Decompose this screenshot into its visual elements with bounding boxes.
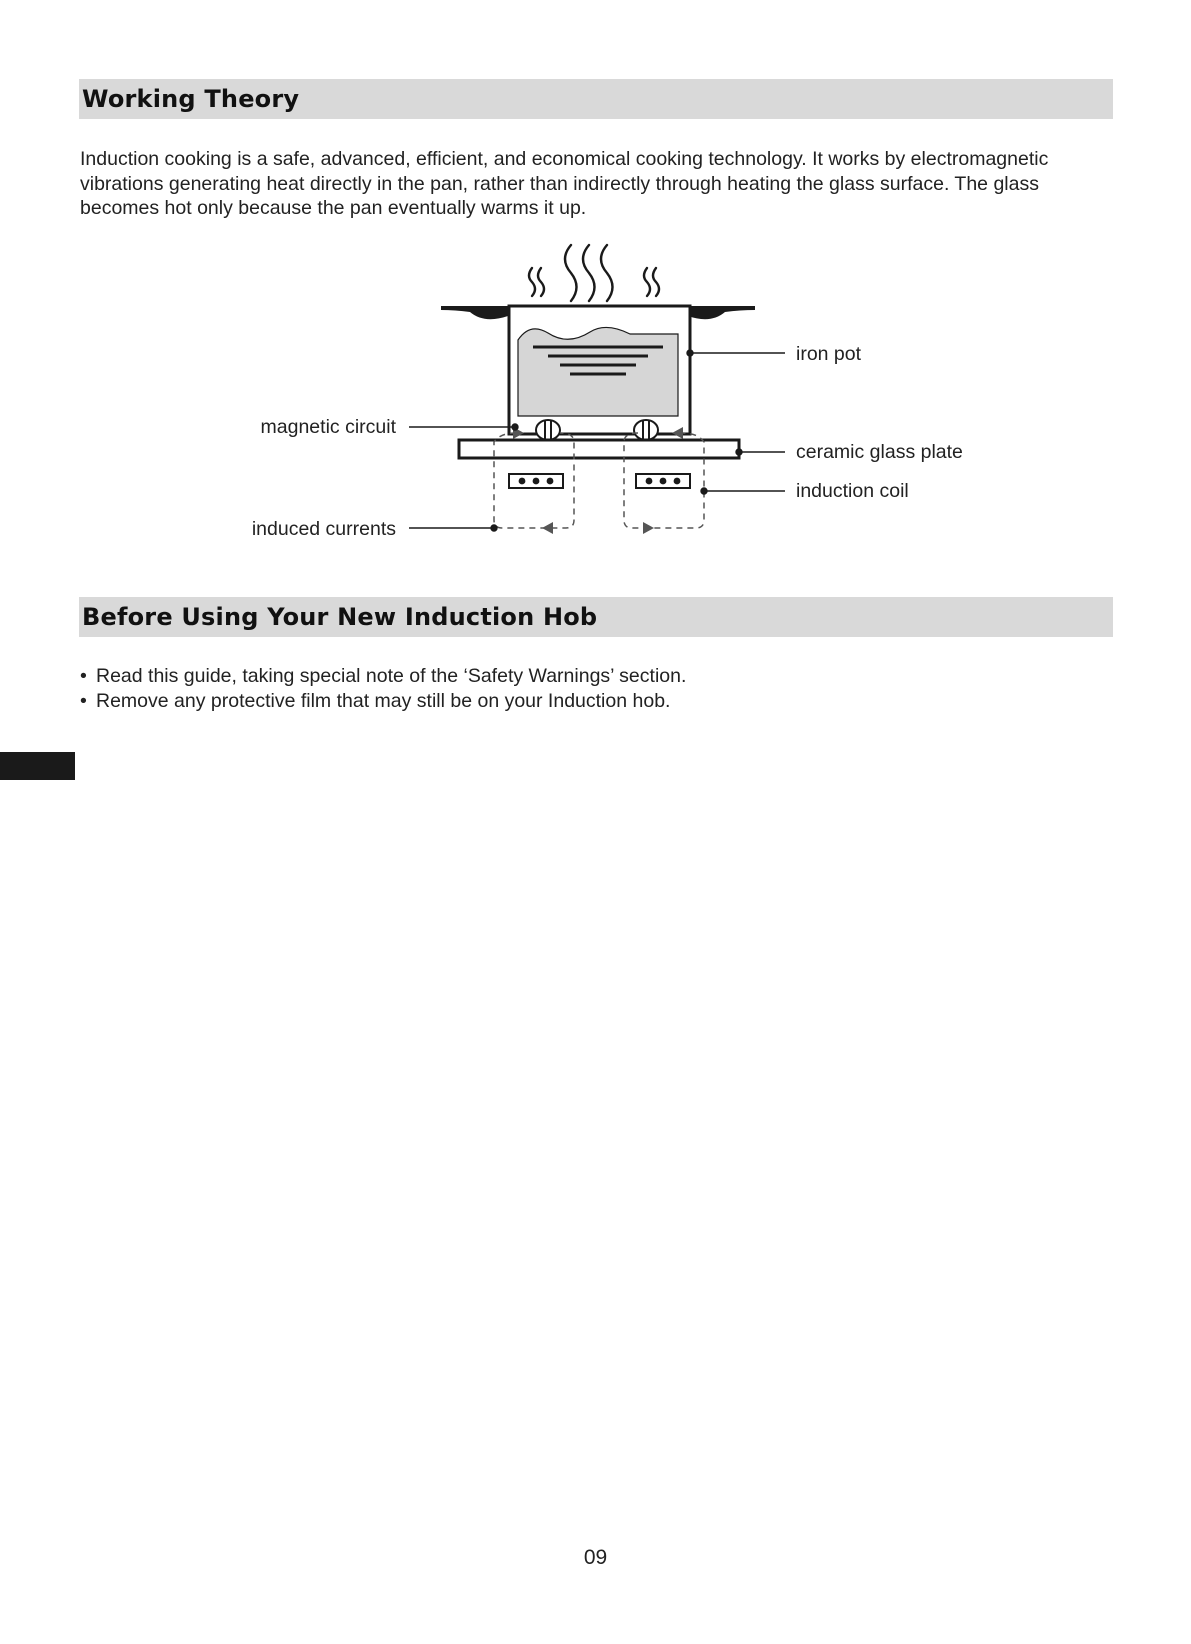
- magnetic-field-symbols: [536, 420, 658, 440]
- list-item-text: Remove any protective film that may still be on your Induction hob.: [96, 689, 671, 712]
- intro-paragraph: Induction cooking is a safe, advanced, efficient, and economical cooking technology. It works by electromagnetic vibrations generating heat directly in the pan, rather than indirectly through heating the glass surface. The glass becomes hot only because the pan eventually warms it up.: [80, 148, 1049, 219]
- iron-pot-body: [509, 306, 690, 434]
- label-induction-coil: induction coil: [796, 480, 909, 502]
- steam-line: [565, 245, 577, 301]
- label-magnetic-circuit: magnetic circuit: [260, 416, 396, 438]
- list-item: [80, 689, 686, 714]
- list-item-text: Read this guide, taking special note of the ‘Safety Warnings’ section.: [96, 665, 687, 687]
- section-header-before-using: [79, 597, 1113, 637]
- page-number: 09: [583, 1546, 608, 1569]
- steam-line: [529, 268, 535, 296]
- bullet-list: [80, 664, 686, 713]
- liquid: [518, 327, 678, 416]
- left-handle: [441, 306, 508, 319]
- leader-lines: [409, 350, 785, 531]
- liquid-lines: [533, 347, 663, 374]
- ceramic-glass-plate: [459, 440, 739, 458]
- list-item: [80, 664, 686, 689]
- section-header-working-theory: [79, 79, 1113, 119]
- steam-line: [653, 268, 659, 296]
- induction-coils: [509, 474, 690, 488]
- label-iron-pot: iron pot: [796, 343, 862, 365]
- steam-line: [583, 245, 595, 301]
- current-arrows: [513, 427, 683, 534]
- induced-current-loops: [494, 433, 704, 528]
- steam-line: [601, 245, 613, 301]
- steam-line: [644, 268, 650, 296]
- side-tab-marker: [0, 752, 75, 780]
- bullet-symbol: •: [80, 689, 87, 712]
- pot-handles: [441, 306, 755, 319]
- steam-lines: [529, 245, 659, 301]
- label-ceramic-glass-plate: ceramic glass plate: [796, 441, 963, 463]
- section-title: Working Theory: [82, 85, 300, 113]
- steam-line: [538, 268, 544, 296]
- bullet-symbol: •: [80, 665, 87, 687]
- section-title: Before Using Your New Induction Hob: [82, 603, 598, 631]
- label-induced-currents: induced currents: [251, 518, 396, 540]
- right-handle: [688, 306, 755, 319]
